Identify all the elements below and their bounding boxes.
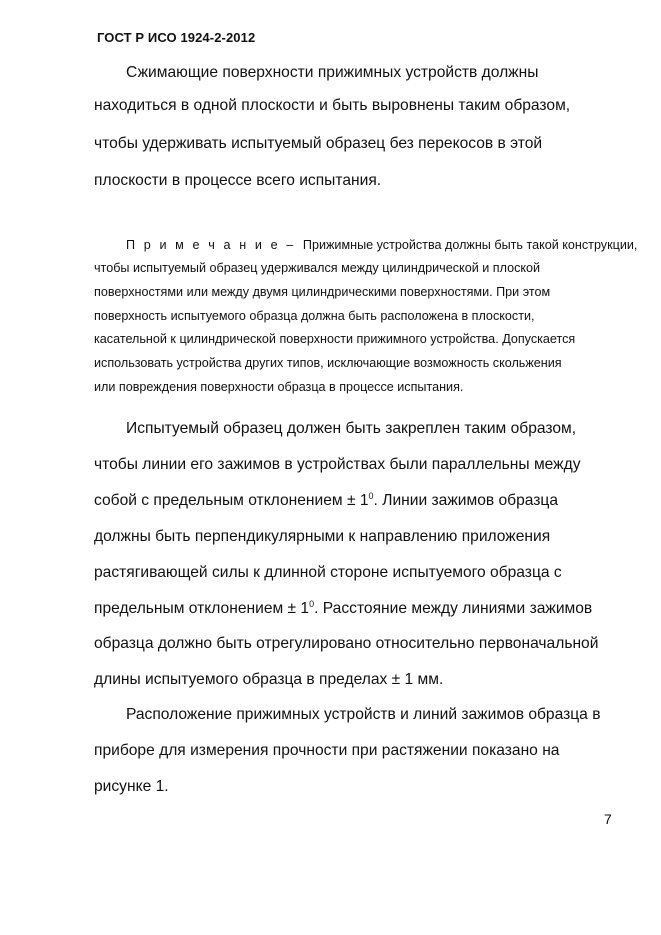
note-line: касательной к цилиндрической поверхности прижимного устройства. Допускается xyxy=(94,332,576,346)
text-line: находиться в одной плоскости и быть выровнены таким образом, xyxy=(94,97,571,114)
text-line: длины испытуемого образца в пределах ± 1 мм. xyxy=(94,671,444,688)
note-first-line xyxy=(126,238,637,252)
degree-superscript: 0 xyxy=(309,599,315,609)
text-line: приборе для измерения прочности при растяжении показано на xyxy=(94,742,560,759)
text-line xyxy=(94,492,558,510)
text-line: растягивающей силы к длинной стороне испытуемого образца с xyxy=(94,564,562,581)
note-line: использовать устройства других типов, исключающие возможность скольжения xyxy=(94,356,562,370)
note-line: поверхность испытуемого образца должна быть расположена в плоскости, xyxy=(94,309,535,323)
text-line: чтобы линии его зажимов в устройствах были параллельны между xyxy=(94,456,581,473)
text-fragment: предельным отклонением ± 1 xyxy=(94,600,310,617)
text-line xyxy=(94,600,592,618)
note-label: П р и м е ч а н и е – xyxy=(126,238,296,252)
text-line: Расположение прижимных устройств и линий зажимов образца в xyxy=(126,706,601,723)
text-fragment: собой с предельным отклонением ± 1 xyxy=(94,492,369,509)
text-line: чтобы удерживать испытуемый образец без перекосов в этой xyxy=(94,135,543,152)
degree-superscript: 0 xyxy=(368,491,374,501)
text-line: должны быть перпендикулярными к направлению приложения xyxy=(94,528,551,545)
text-line: образца должно быть отрегулировано относительно первоначальной xyxy=(94,635,599,652)
text-fragment: . Расстояние между линиями зажимов xyxy=(314,600,593,617)
note-line: поверхностями или между двумя цилиндрическими поверхностями. При этом xyxy=(94,285,551,299)
note-line: чтобы испытуемый образец удерживался между цилиндрической и плоской xyxy=(94,261,541,275)
note-line: или повреждения поверхности образца в процессе испытания. xyxy=(94,380,464,394)
page-number: 7 xyxy=(604,811,612,827)
text-line: Испытуемый образец должен быть закреплен таким образом, xyxy=(126,420,577,437)
note-text: Прижимные устройства должны быть такой конструкции, xyxy=(302,238,638,252)
text-line: Сжимающие поверхности прижимных устройств должны xyxy=(126,64,539,81)
document-header: ГОСТ Р ИСО 1924-2-2012 xyxy=(97,30,256,45)
text-line: плоскости в процессе всего испытания. xyxy=(94,172,382,189)
figure-reference-link: рисунке 1. xyxy=(94,778,169,795)
text-fragment: . Линии зажимов образца xyxy=(373,492,559,509)
